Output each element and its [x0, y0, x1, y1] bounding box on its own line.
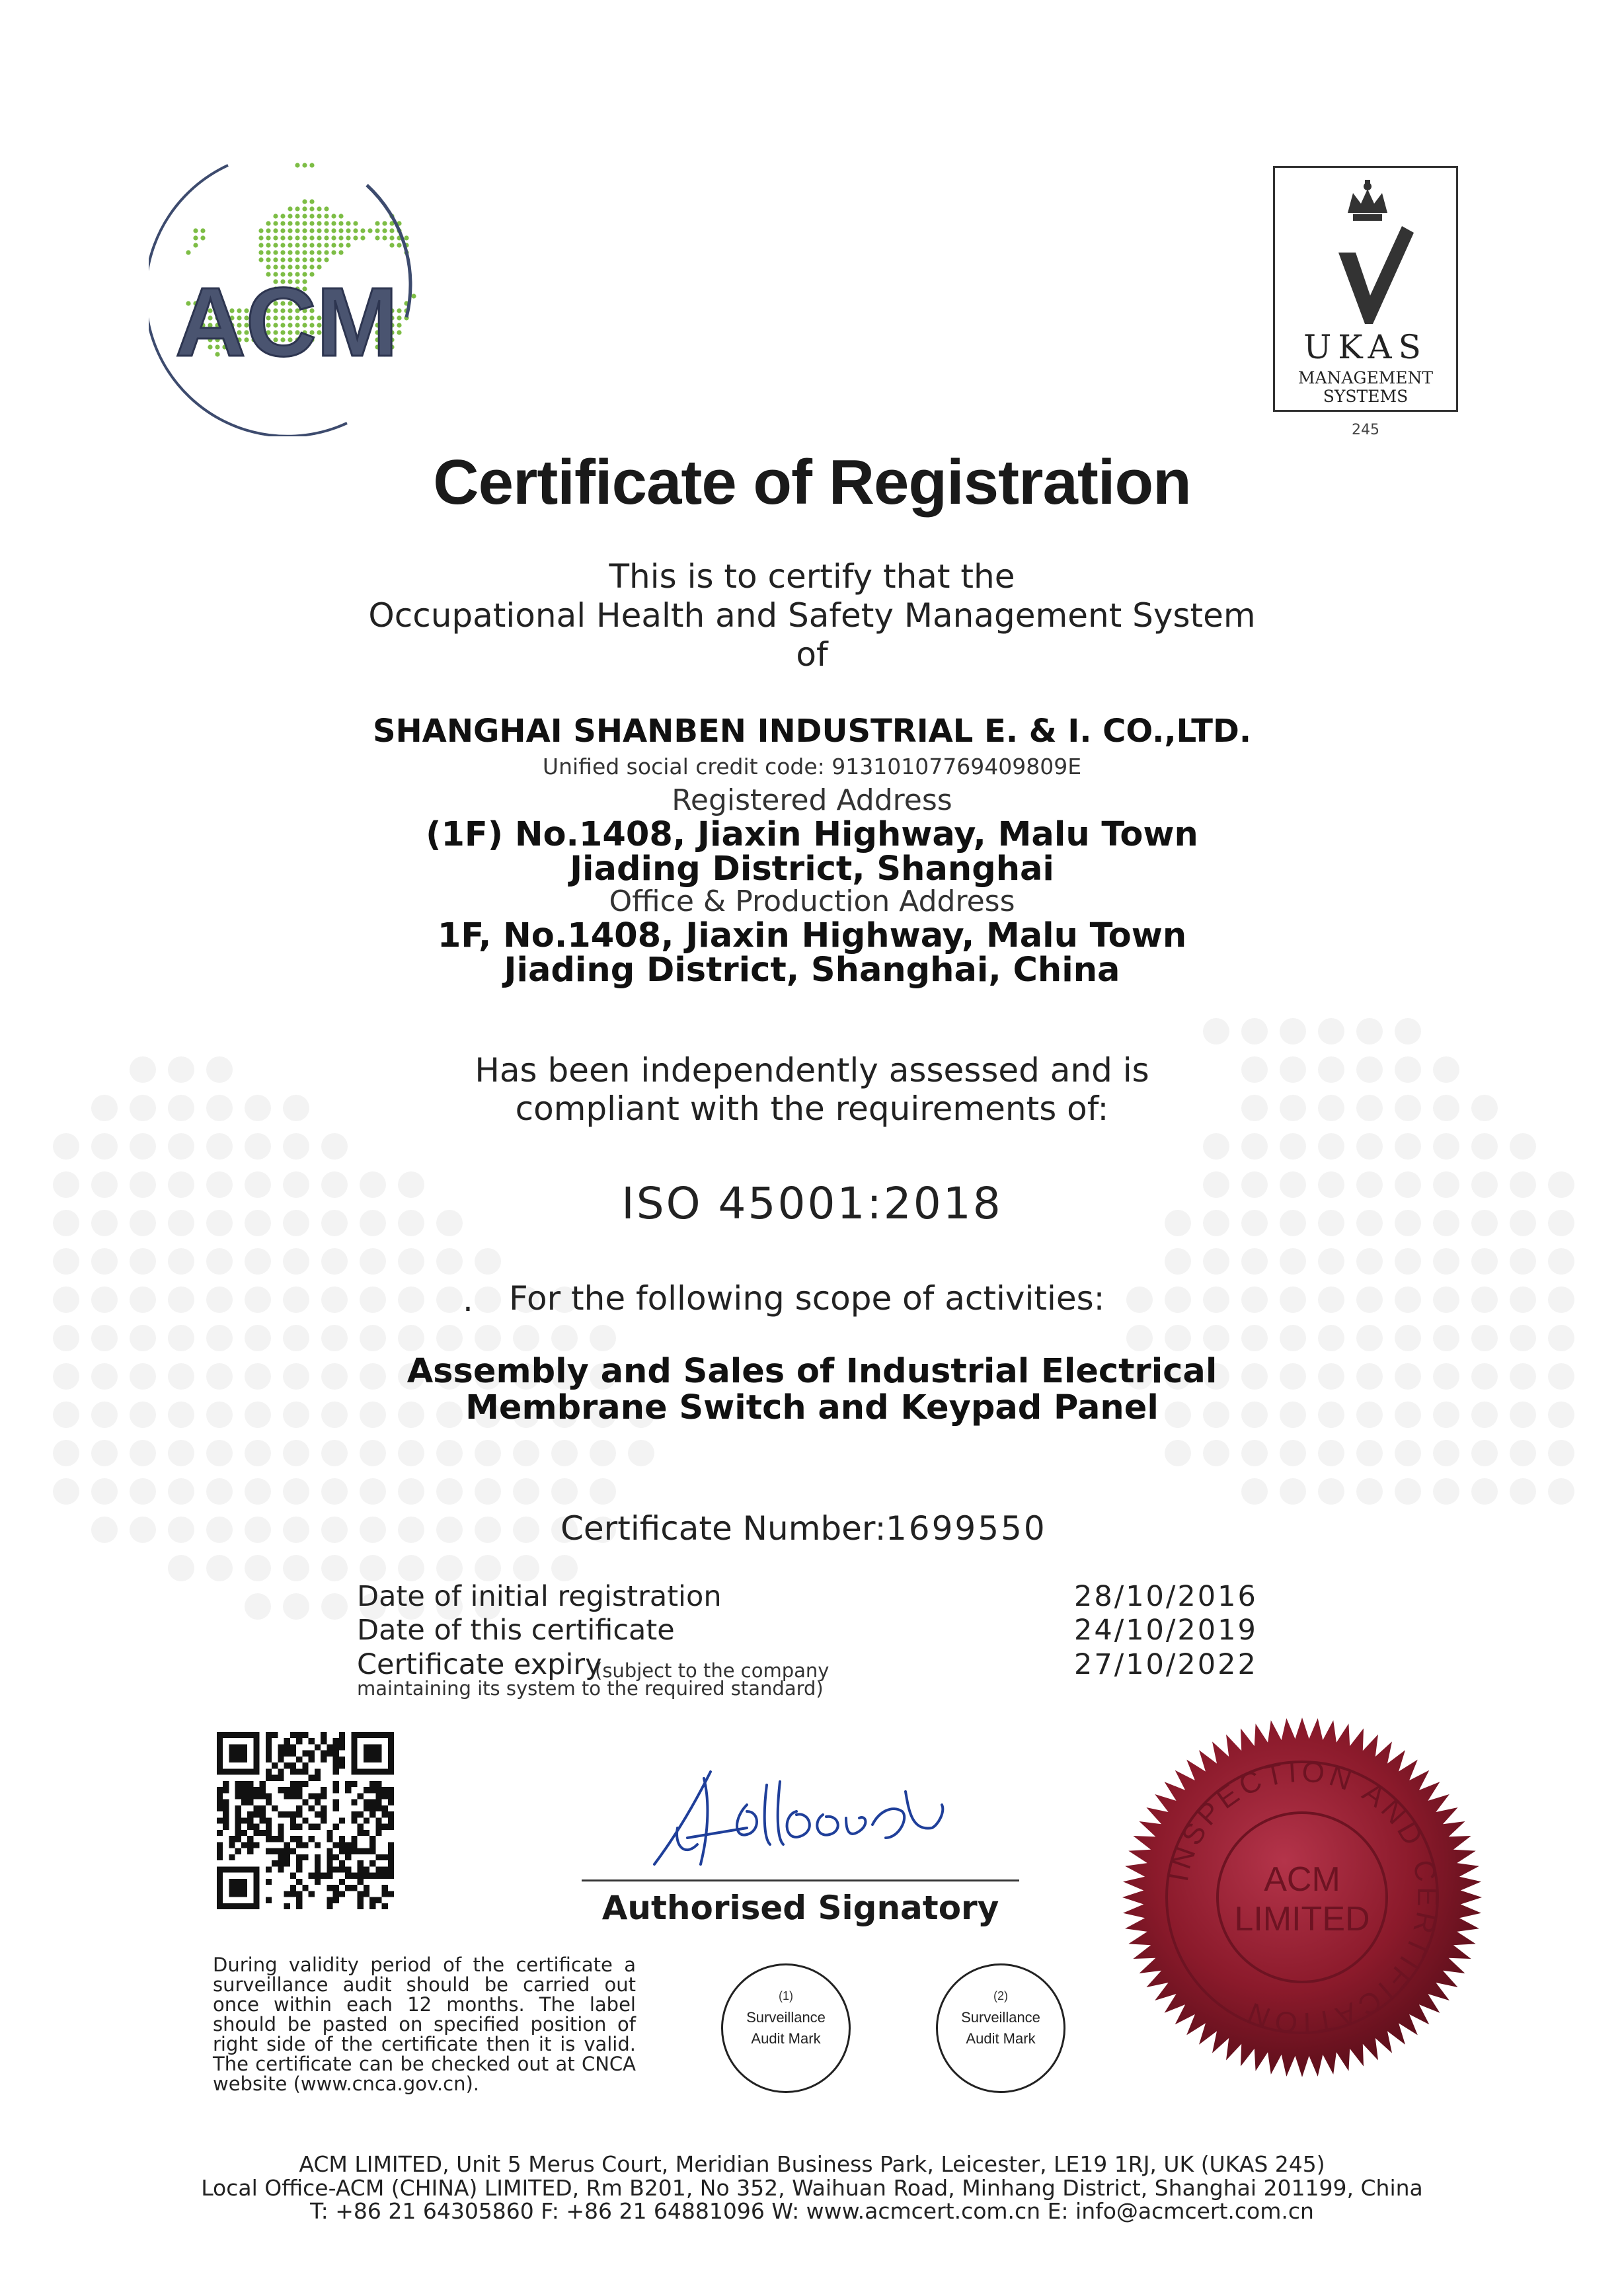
- intro-line-1: This is to certify that the: [609, 557, 1015, 596]
- this-certificate-label: Date of this certificate: [357, 1614, 675, 1647]
- scope-bullet: .: [463, 1281, 473, 1319]
- this-certificate-date: 24/10/2019: [1074, 1614, 1258, 1647]
- initial-registration-label: Date of initial registration: [357, 1580, 722, 1613]
- credit-code: Unified social credit code: 91310107769409809E: [542, 754, 1082, 779]
- mark-label-line-1: Surveillance: [746, 2009, 826, 2026]
- footer-line-3: T: +86 21 64305860 F: +86 21 64881096 W: www.acmcert.com.cn E: info@acmcert.com.cn: [310, 2198, 1314, 2224]
- expiry-note-line-1: (subject to the company: [595, 1659, 830, 1682]
- footer-line-2: Local Office-ACM (CHINA) LIMITED, Rm B201, No 352, Waihuan Road, Minhang District, Shanghai 201199, China: [201, 2175, 1423, 2201]
- certificate-expiry-label: Certificate expiry: [357, 1648, 602, 1681]
- registered-address-line-2: Jiading District, Shanghai: [570, 850, 1054, 889]
- qr-code-icon: [217, 1732, 394, 1909]
- seal-ring-text: INSPECTION AND CERTIFICATION: [1161, 1755, 1444, 2039]
- intro-line-2: Occupational Health and Safety Management System: [368, 596, 1256, 635]
- acm-logo: [149, 145, 440, 436]
- expiry-note-line-2: maintaining its system to the required standard): [357, 1677, 824, 1700]
- surveillance-mark-1: [721, 1963, 851, 2093]
- certificate-number-value: 1699550: [886, 1509, 1047, 1548]
- certificate-title: Certificate of Registration: [433, 447, 1191, 518]
- registered-address-line-1: (1F) No.1408, Jiaxin Highway, Malu Town: [426, 815, 1198, 854]
- footer-line-1: ACM LIMITED, Unit 5 Merus Court, Meridian Business Park, Leicester, LE19 1RJ, UK (UKAS 245): [299, 2151, 1325, 2177]
- validity-note: During validity period of the certificate a surveillance audit should be carried out once within each 12 months. The label should be pasted on specified position of right side of the certificate then it is valid. The certificate can be checked out at CNCA website (www.cnca.gov.cn).: [213, 1954, 636, 2095]
- ukas-badge: [1273, 166, 1458, 412]
- ukas-systems-text: SYSTEMS: [1323, 387, 1409, 406]
- ukas-management-text: MANAGEMENT: [1297, 368, 1434, 387]
- registered-address-label: Registered Address: [672, 783, 952, 817]
- seal-center-line-2: LIMITED: [1234, 1900, 1370, 1938]
- seal-center-line-1: ACM: [1264, 1860, 1340, 1899]
- company-name: SHANGHAI SHANBEN INDUSTRIAL E. & I. CO.,LTD.: [372, 713, 1252, 750]
- signature-graphic: [648, 1765, 958, 1878]
- scope-line-2: Membrane Switch and Keypad Panel: [465, 1388, 1159, 1427]
- mark-label-line-1: Surveillance: [961, 2009, 1040, 2026]
- mark-label-line-2: Audit Mark: [966, 2030, 1036, 2047]
- office-address-label: Office & Production Address: [609, 885, 1015, 918]
- assessed-line-1: Has been independently assessed and is: [475, 1051, 1149, 1089]
- mark-number: (1): [779, 1989, 793, 2002]
- surveillance-mark-2: [936, 1963, 1065, 2093]
- scope-line-1: Assembly and Sales of Industrial Electrical: [406, 1352, 1218, 1391]
- mark-label-line-2: Audit Mark: [751, 2030, 821, 2047]
- intro-line-3: of: [796, 635, 828, 674]
- signature-line: [582, 1879, 1019, 1881]
- logo-text: ACM: [175, 268, 399, 377]
- scope-label: For the following scope of activities:: [509, 1279, 1105, 1318]
- ukas-number: 245: [1352, 422, 1379, 438]
- authorised-signatory-label: Authorised Signatory: [601, 1889, 999, 1927]
- crown-check-icon: [1315, 180, 1420, 325]
- iso-standard: ISO 45001:2018: [621, 1178, 1003, 1229]
- mark-number: (2): [993, 1989, 1008, 2002]
- assessed-line-2: compliant with the requirements of:: [515, 1089, 1109, 1128]
- ukas-letters: UKAS: [1303, 328, 1428, 366]
- certificate-number-label: Certificate Number:: [561, 1509, 886, 1548]
- office-address-line-2: Jiading District, Shanghai, China: [504, 951, 1120, 990]
- acm-seal: [1117, 1712, 1487, 2082]
- office-address-line-1: 1F, No.1408, Jiaxin Highway, Malu Town: [437, 916, 1187, 955]
- certificate-expiry-date: 27/10/2022: [1074, 1648, 1258, 1681]
- initial-registration-date: 28/10/2016: [1074, 1580, 1258, 1613]
